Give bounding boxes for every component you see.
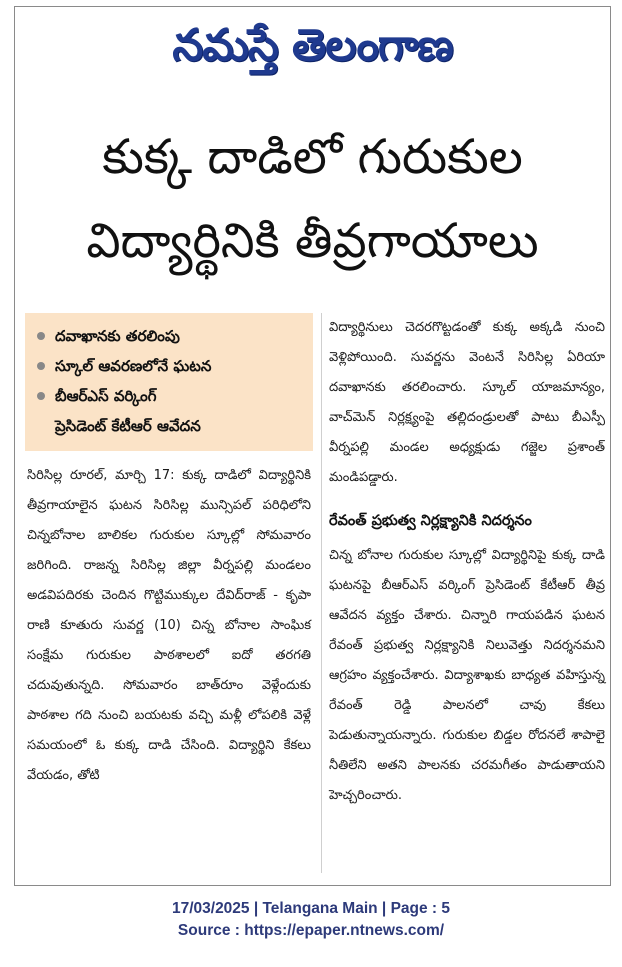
highlights-box <box>25 313 313 451</box>
highlight-text: బీఆర్ఎస్ వర్కింగ్ <box>55 387 157 405</box>
subheading: రేవంత్ ప్రభుత్వ నిర్లక్ష్యానికి నిదర్శనం <box>329 513 532 529</box>
masthead-logo: నమస్తే తెలంగాణ <box>172 20 453 71</box>
article-body-right-2: చిన్న బోనాల గురుకుల స్కూల్లో విద్యార్థినిపై కుక్క దాడి ఘటనపై బీఆర్ఎస్ వర్కింగ్ ప్రెసిడెంట్ కేటీఆర్ తీవ్ర ఆవేదన వ్యక్తం చేశారు. చిన్నారి గాయపడిన ఘటన రేవంత్ ప్రభుత్వ నిర్లక్ష్యానికి నిలువెత్తు నిదర్శనమని ఆగ్రహం వ్యక్తంచేశారు. విద్యాశాఖకు బాధ్యత వహిస్తున్న రేవంత్ రెడ్డి పాలనలో చావు కేకలు పెడుతున్నాయన్నారు. గురుకుల బిడ్డల రోదనలే శాపాలై నీతిలేని అతని పాలనకు చరమగీతం పాడుతాయని హెచ్చరించారు. <box>329 548 605 803</box>
highlight-text: దవాఖానకు తరలింపు <box>55 327 180 345</box>
masthead <box>15 7 610 95</box>
left-column <box>25 313 313 791</box>
column-divider <box>321 313 322 873</box>
highlight-item <box>37 381 307 441</box>
footer <box>0 898 622 942</box>
bullet-icon <box>37 392 45 400</box>
right-column <box>329 313 605 811</box>
headline-line-1: కుక్క దాడిలో గురుకుల <box>102 129 523 185</box>
highlight-text: స్కూల్ ఆవరణలోనే ఘటన <box>55 357 212 375</box>
bullet-icon <box>37 332 45 340</box>
highlight-item <box>37 321 307 351</box>
footer-date-page: 17/03/2025 | Telangana Main | Page : 5 <box>171 900 451 917</box>
newspaper-clipping <box>14 6 611 886</box>
bullet-icon <box>37 362 45 370</box>
article-body-right-1: విద్యార్థినులు చెదరగొట్టడంతో కుక్క అక్కడి నుంచి వెళ్లిపోయింది. సువర్ణను వెంటనే సిరిసిల్ల ఏరియా దవాఖానకు తరలించారు. స్కూల్ యాజమాన్యం, వాచ్‌మెన్ నిర్లక్ష్యంపై తల్లిదండ్రులతో పాటు బీఎస్పీ వీర్నపల్లి మండల అధ్యక్షుడు గజ్జెల ప్రశాంత్ మండిపడ్డారు. <box>329 320 605 485</box>
headline-line-2: విద్యార్థినికి తీవ్రగాయాలు <box>86 213 539 269</box>
highlight-item <box>37 351 307 381</box>
footer-source: Source : https://epaper.ntnews.com/ <box>177 922 445 939</box>
highlight-text-continued: ప్రెసిడెంట్ కేటీఆర్ ఆవేదన <box>55 417 201 435</box>
article-body-left: సిరిసిల్ల రూరల్, మార్చి 17: కుక్క దాడిలో విద్యార్థినికి తీవ్రగాయాలైన ఘటన సిరిసిల్ల మున్సిపల్ పరిధిలోని చిన్నబోనాల బాలికల గురుకుల స్కూల్లో సోమవారం జరిగింది. రాజన్న సిరిసిల్ల జిల్లా వీర్నపల్లి మండలం అడవిపదిరకు చెందిన గొట్టిముక్కుల దేవిద్‌రాజ్ - కృపా రాణి కూతురు సువర్ణ (10) చిన్న బోనాల సాంఘిక సంక్షేమ గురుకుల పాఠశాలలో ఐదో తరగతి చదువుతున్నది. సోమవారం బాత్‌రూం వెళ్లేందుకు పాఠశాల గది నుంచి బయటకు వచ్చి మళ్లీ లోపలికి వెళ్లే సమయంలో ఓ కుక్క దాడి చేసింది. విద్యార్థిని కేకలు వేయడం, తోటి <box>27 468 311 783</box>
headline <box>23 115 602 295</box>
